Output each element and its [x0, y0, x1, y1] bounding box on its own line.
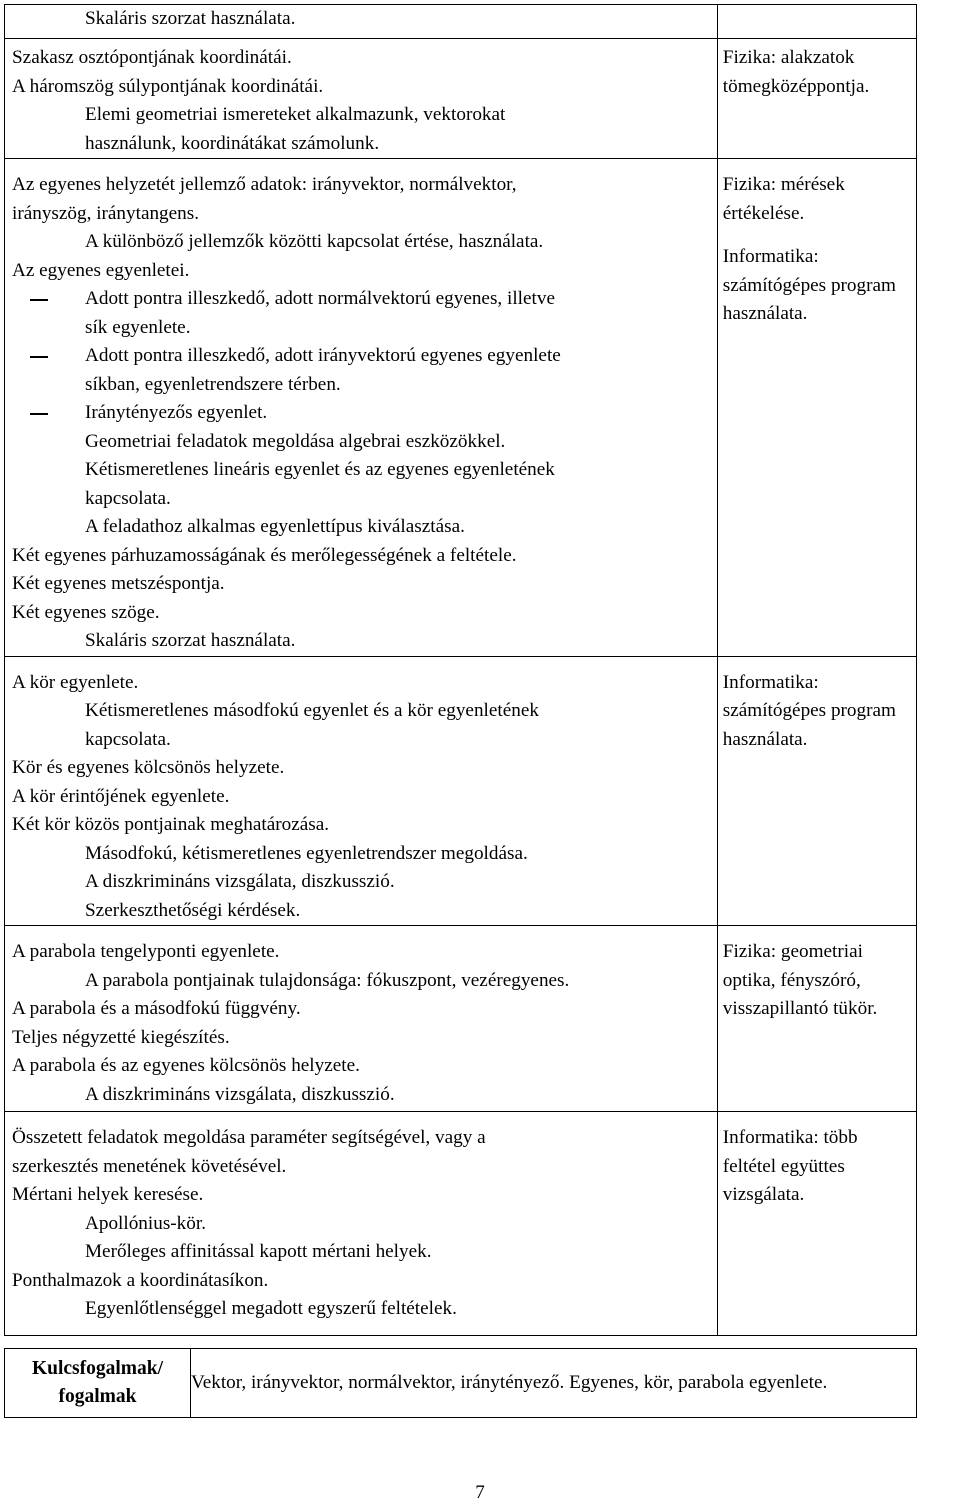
connections-cell — [717, 926, 916, 1112]
topics-cell — [5, 656, 718, 926]
curriculum-row — [5, 656, 917, 926]
key-concepts-row — [5, 1349, 917, 1418]
topic-line: A különböző jellemzők közötti kapcsolat értése, használata. — [85, 231, 544, 252]
topic-line: Egyenlőtlenséggel megadott egyszerű feltételek. — [85, 1298, 457, 1319]
topic-line: A diszkrimináns vizsgálata, diszkusszió. — [85, 871, 395, 892]
topic-line: síkban, egyenletrendszere térben. — [85, 373, 341, 395]
topic-line: A parabola és az egyenes kölcsönös helyzete. — [12, 1055, 360, 1076]
connection-line: optika, fényszóró, — [722, 969, 861, 991]
topic-line: A háromszög súlypontjának koordinátái. — [12, 75, 324, 97]
connection-line: feltétel együttes — [722, 1155, 845, 1177]
curriculum-row — [5, 159, 917, 657]
key-concepts-table — [4, 1348, 917, 1418]
topic-line: Merőleges affinitással kapott mértani helyek. — [85, 1241, 432, 1262]
topic-line: Skaláris szorzat használata. — [85, 630, 296, 651]
topic-line: Az egyenes egyenletei. — [12, 259, 190, 281]
curriculum-row — [5, 926, 917, 1112]
topic-line: kapcsolata. — [85, 487, 171, 509]
topic-line: Adott pontra illeszkedő, adott irányvektorú egyenes egyenlete — [12, 342, 709, 371]
connection-line: használata. — [722, 303, 808, 324]
curriculum-table-body — [5, 5, 917, 1336]
topic-line: Összetett feladatok megoldása paraméter segítségével, vagy a — [12, 1127, 486, 1148]
curriculum-table — [4, 4, 917, 1336]
connection-gap — [718, 228, 908, 243]
topic-line: A kör egyenlete. — [12, 671, 139, 693]
topic-line: Két egyenes párhuzamosságának és merőlegességének a feltétele. — [12, 544, 517, 566]
connection-line: számítógépes program — [722, 274, 896, 296]
connections-cell — [717, 1112, 916, 1336]
connection-line: Informatika: — [722, 671, 819, 693]
topic-line: Skaláris szorzat használata. — [85, 8, 296, 29]
connection-line: tömegközéppontja. — [722, 75, 870, 97]
topic-line: irányszög, iránytangens. — [12, 202, 200, 224]
topic-line: szerkesztés menetének követésével. — [12, 1155, 287, 1177]
key-concepts-label-line1: Kulcsfogalmak/ — [31, 1357, 164, 1379]
topics-cell — [5, 1112, 718, 1336]
key-concepts-text: Vektor, irányvektor, normálvektor, iránytényező. Egyenes, kör, parabola egyenlete. — [191, 1349, 917, 1418]
topics-cell — [5, 926, 718, 1112]
connection-line: értékelése. — [722, 202, 805, 224]
topic-line: Két kör közös pontjainak meghatározása. — [12, 814, 330, 835]
connection-line: Informatika: több — [722, 1127, 858, 1148]
topic-line: Szerkeszthetőségi kérdések. — [85, 899, 301, 921]
key-concepts-label-line2: fogalmak — [58, 1386, 137, 1407]
connections-cell — [717, 159, 916, 657]
connection-line: használata. — [722, 728, 808, 750]
topic-line: Ponthalmazok a koordinátasíkon. — [12, 1269, 269, 1291]
connection-line: Fizika: geometriai — [722, 941, 863, 962]
topic-line: A parabola és a másodfokú függvény. — [12, 998, 301, 1019]
topic-line: Másodfokú, kétismeretlenes egyenletrendszer megoldása. — [85, 842, 528, 864]
topic-line: A parabola tengelyponti egyenlete. — [12, 941, 280, 962]
connections-cell — [717, 39, 916, 159]
topic-line: sík egyenlete. — [85, 316, 191, 338]
topic-line: A kör érintőjének egyenlete. — [12, 785, 230, 807]
connections-cell — [717, 5, 916, 39]
topic-line: Teljes négyzetté kiegészítés. — [12, 1026, 230, 1048]
connections-cell — [717, 656, 916, 926]
curriculum-row — [5, 1112, 917, 1336]
topic-line: Adott pontra illeszkedő, adott normálvektorú egyenes, illetve — [12, 285, 709, 314]
topic-line: Mértani helyek keresése. — [12, 1184, 204, 1205]
topic-line: kapcsolata. — [85, 728, 171, 750]
topic-line: Az egyenes helyzetét jellemző adatok: irányvektor, normálvektor, — [12, 174, 517, 195]
topic-line: Apollónius-kör. — [85, 1212, 206, 1234]
topic-line: használunk, koordinátákat számolunk. — [85, 132, 380, 154]
topics-cell — [5, 5, 718, 39]
key-concepts-label — [5, 1349, 191, 1418]
topic-line: Elemi geometriai ismereteket alkalmazunk, vektorokat — [85, 104, 506, 125]
connection-line: visszapillantó tükör. — [722, 998, 878, 1019]
topic-line: Geometriai feladatok megoldása algebrai eszközökkel. — [85, 430, 506, 452]
topic-line: Kör és egyenes kölcsönös helyzete. — [12, 757, 285, 778]
topic-line: Két egyenes metszéspontja. — [12, 573, 225, 594]
topic-line: A diszkrimináns vizsgálata, diszkusszió. — [85, 1083, 395, 1105]
topic-line: Szakasz osztópontjának koordinátái. — [12, 47, 292, 68]
curriculum-row — [5, 39, 917, 159]
topic-line: A feladathoz alkalmas egyenlettípus kiválasztása. — [85, 516, 465, 537]
topic-line: Kétismeretlenes másodfokú egyenlet és a kör egyenletének — [85, 700, 539, 721]
topic-line: Iránytényezős egyenlet. — [12, 399, 709, 428]
topic-line: Két egyenes szöge. — [12, 601, 160, 623]
connection-line: vizsgálata. — [722, 1184, 805, 1205]
topics-cell — [5, 159, 718, 657]
connection-line: Informatika: — [722, 246, 819, 267]
connection-line: Fizika: alakzatok — [722, 47, 855, 68]
topic-line: A parabola pontjainak tulajdonsága: fókuszpont, vezéregyenes. — [85, 969, 570, 991]
connection-line: Fizika: mérések — [722, 174, 845, 195]
topics-cell — [5, 39, 718, 159]
curriculum-row — [5, 5, 917, 39]
connection-line: számítógépes program — [722, 700, 896, 721]
page-number: 7 — [475, 1482, 485, 1503]
topic-line: Kétismeretlenes lineáris egyenlet és az egyenes egyenletének — [85, 459, 555, 480]
